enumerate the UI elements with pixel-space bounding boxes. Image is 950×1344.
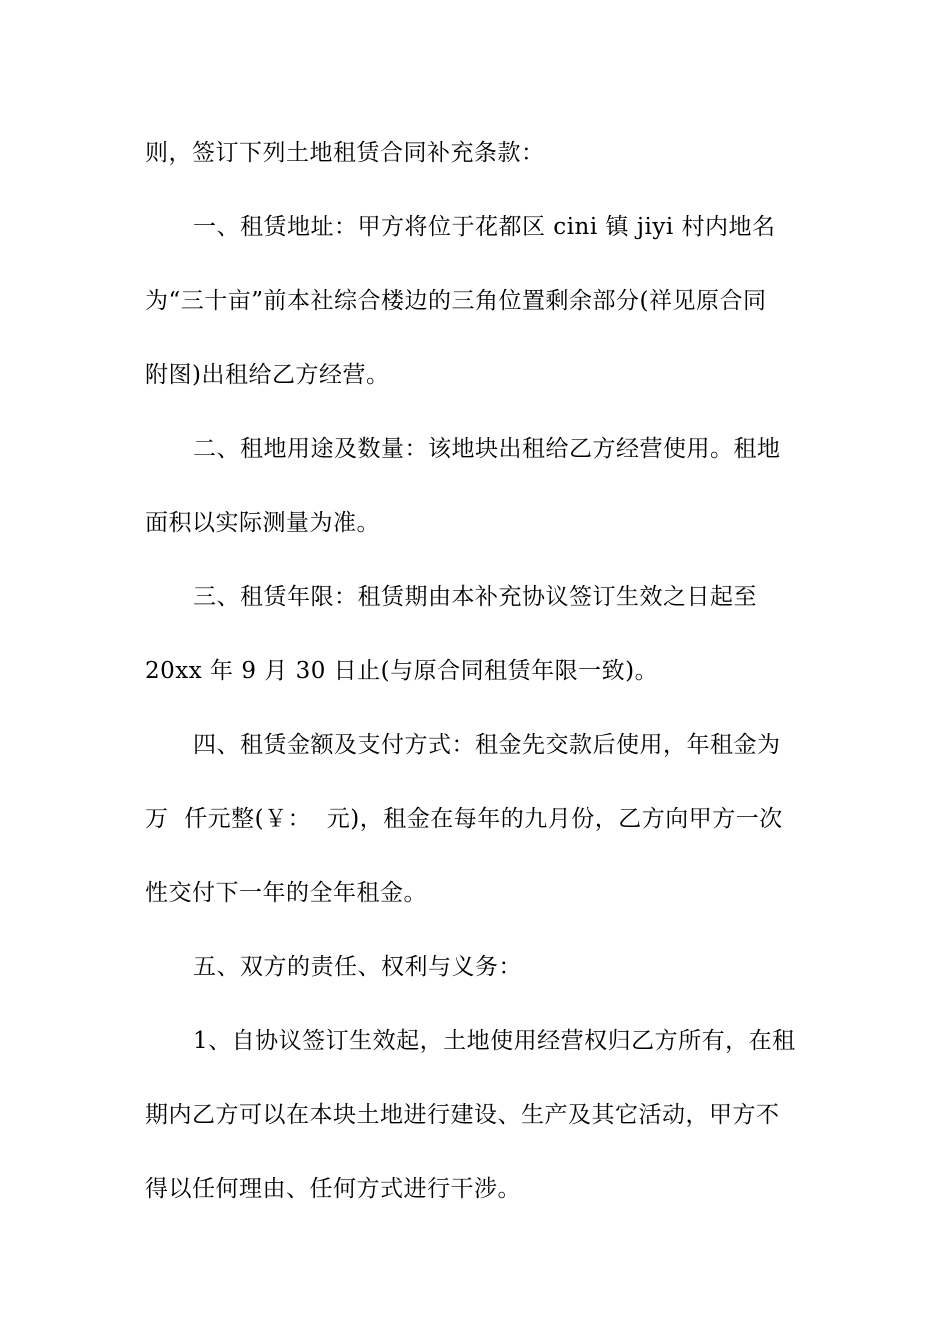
text-line-15: 得以任何理由、任何方式进行干涉。	[145, 1176, 521, 1202]
text-line-8: 20xx 年 9 月 30 日止(与原合同租赁年限一致)。	[145, 658, 659, 684]
clause-3-heading-line: 三、租赁年限：租赁期由本补充协议签订生效之日起至	[193, 584, 757, 610]
text-line-10: 万 仟元整(￥： 元)，租金在每年的九月份，乙方向甲方一次	[145, 806, 783, 832]
clause-1-heading-line: 一、租赁地址：甲方将位于花都区 cini 镇 jiyi 村内地名	[193, 214, 776, 240]
clause-4-heading-line: 四、租赁金额及支付方式：租金先交款后使用，年租金为	[193, 732, 781, 758]
clause-2-heading-line: 二、租地用途及数量：该地块出租给乙方经营使用。租地	[193, 436, 781, 462]
text-line-3: 为“三十亩”前本社综合楼边的三角位置剩余部分(祥见原合同	[145, 288, 767, 314]
text-line-4: 附图)出租给乙方经营。	[145, 362, 390, 388]
text-line-11: 性交付下一年的全年租金。	[145, 880, 427, 906]
text-line-14: 期内乙方可以在本块土地进行建设、生产及其它活动，甲方不	[145, 1102, 780, 1128]
text-line-6: 面积以实际测量为准。	[145, 510, 380, 536]
clause-5-heading-line: 五、双方的责任、权利与义务：	[193, 954, 522, 980]
text-line-1: 则，签订下列土地租赁合同补充条款：	[145, 140, 545, 166]
subclause-1-line: 1、自协议签订生效起，土地使用经营权归乙方所有，在租	[193, 1028, 796, 1054]
